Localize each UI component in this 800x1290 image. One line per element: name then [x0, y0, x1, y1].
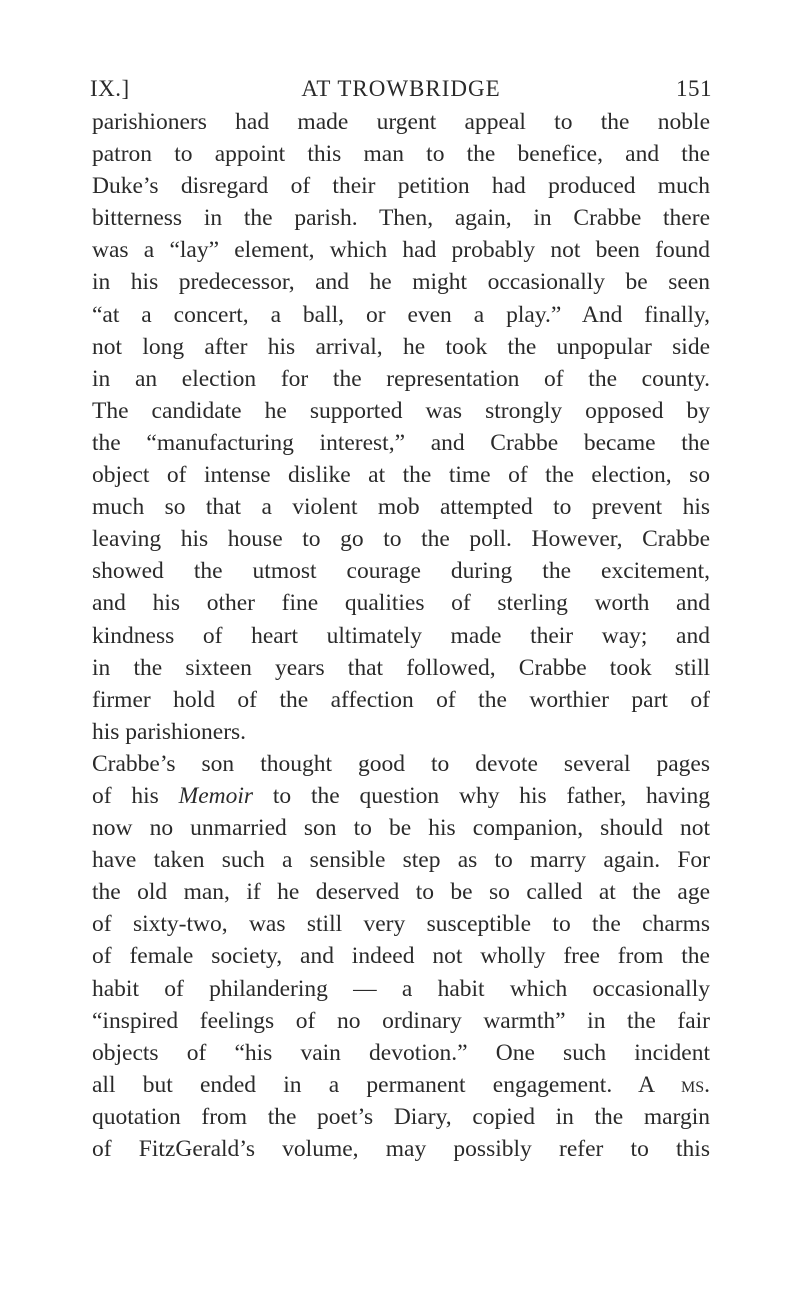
- text-line: firmer hold of the affection of the worthier part of: [92, 686, 710, 713]
- text-line: in an election for the representation of the county.: [92, 365, 710, 392]
- text-line: habit of philandering — a habit which occasionally: [92, 975, 710, 1002]
- text-line: of female society, and indeed not wholly free from the: [92, 943, 710, 970]
- text-segment: of his: [92, 782, 179, 809]
- text-line: have taken such a sensible step as to marry again. For: [92, 847, 710, 874]
- body-text: [92, 106, 710, 1165]
- text-line: object of intense dislike at the time of the election, so: [92, 462, 710, 489]
- text-line: [92, 780, 710, 812]
- text-line: kindness of heart ultimately made their way; and: [92, 622, 710, 649]
- text-line: parishioners had made urgent appeal to the noble: [92, 109, 710, 135]
- text-line: the old man, if he deserved to be so called at the age: [92, 879, 710, 906]
- text-line: his parishioners.: [92, 718, 247, 745]
- text-segment: all but ended in a permanent engagement. A: [92, 1071, 681, 1098]
- text-line: Duke’s disregard of their petition had produced much: [92, 173, 710, 200]
- italic-title: Memoir: [178, 782, 254, 809]
- text-line: of FitzGerald’s volume, may possibly refer to this: [92, 1136, 710, 1162]
- chapter-marker: IX.]: [90, 76, 130, 101]
- text-line: in the sixteen years that followed, Crabbe took still: [92, 654, 710, 681]
- text-line: bitterness in the parish. Then, again, in Crabbe there: [92, 205, 710, 232]
- text-line: patron to appoint this man to the benefice, and the: [92, 141, 710, 168]
- text-line: was a “lay” element, which had probably not been found: [92, 237, 710, 264]
- page-number: 151: [676, 76, 712, 101]
- text-line: “at a concert, a ball, or even a play.” And finally,: [92, 301, 710, 328]
- text-line: showed the utmost courage during the excitement,: [92, 558, 710, 585]
- small-caps-abbrev: ms.: [681, 1071, 710, 1098]
- text-line: quotation from the poet’s Diary, copied in the margin: [92, 1103, 710, 1130]
- text-line: The candidate he supported was strongly opposed by: [92, 397, 710, 424]
- text-line: in his predecessor, and he might occasionally be seen: [92, 269, 710, 296]
- text-line: and his other fine qualities of sterling worth and: [92, 590, 710, 617]
- text-line: objects of “his vain devotion.” One such incident: [92, 1039, 710, 1066]
- running-head: [90, 76, 712, 106]
- text-segment: to the question why his father, having: [253, 782, 711, 809]
- text-line: the “manufacturing interest,” and Crabbe became the: [92, 429, 710, 456]
- text-line: much so that a violent mob attempted to prevent his: [92, 494, 710, 521]
- text-line: not long after his arrival, he took the unpopular side: [92, 333, 710, 360]
- text-line: “inspired feelings of no ordinary warmth” in the fair: [92, 1007, 710, 1034]
- text-line: leaving his house to go to the poll. However, Crabbe: [92, 526, 710, 553]
- text-line: Crabbe’s son thought good to devote several pages: [92, 750, 710, 777]
- text-line: [92, 1069, 710, 1101]
- text-line: of sixty-two, was still very susceptible to the charms: [92, 911, 710, 938]
- running-title: AT TROWBRIDGE: [301, 76, 501, 101]
- text-line: now no unmarried son to be his companion, should not: [92, 815, 710, 842]
